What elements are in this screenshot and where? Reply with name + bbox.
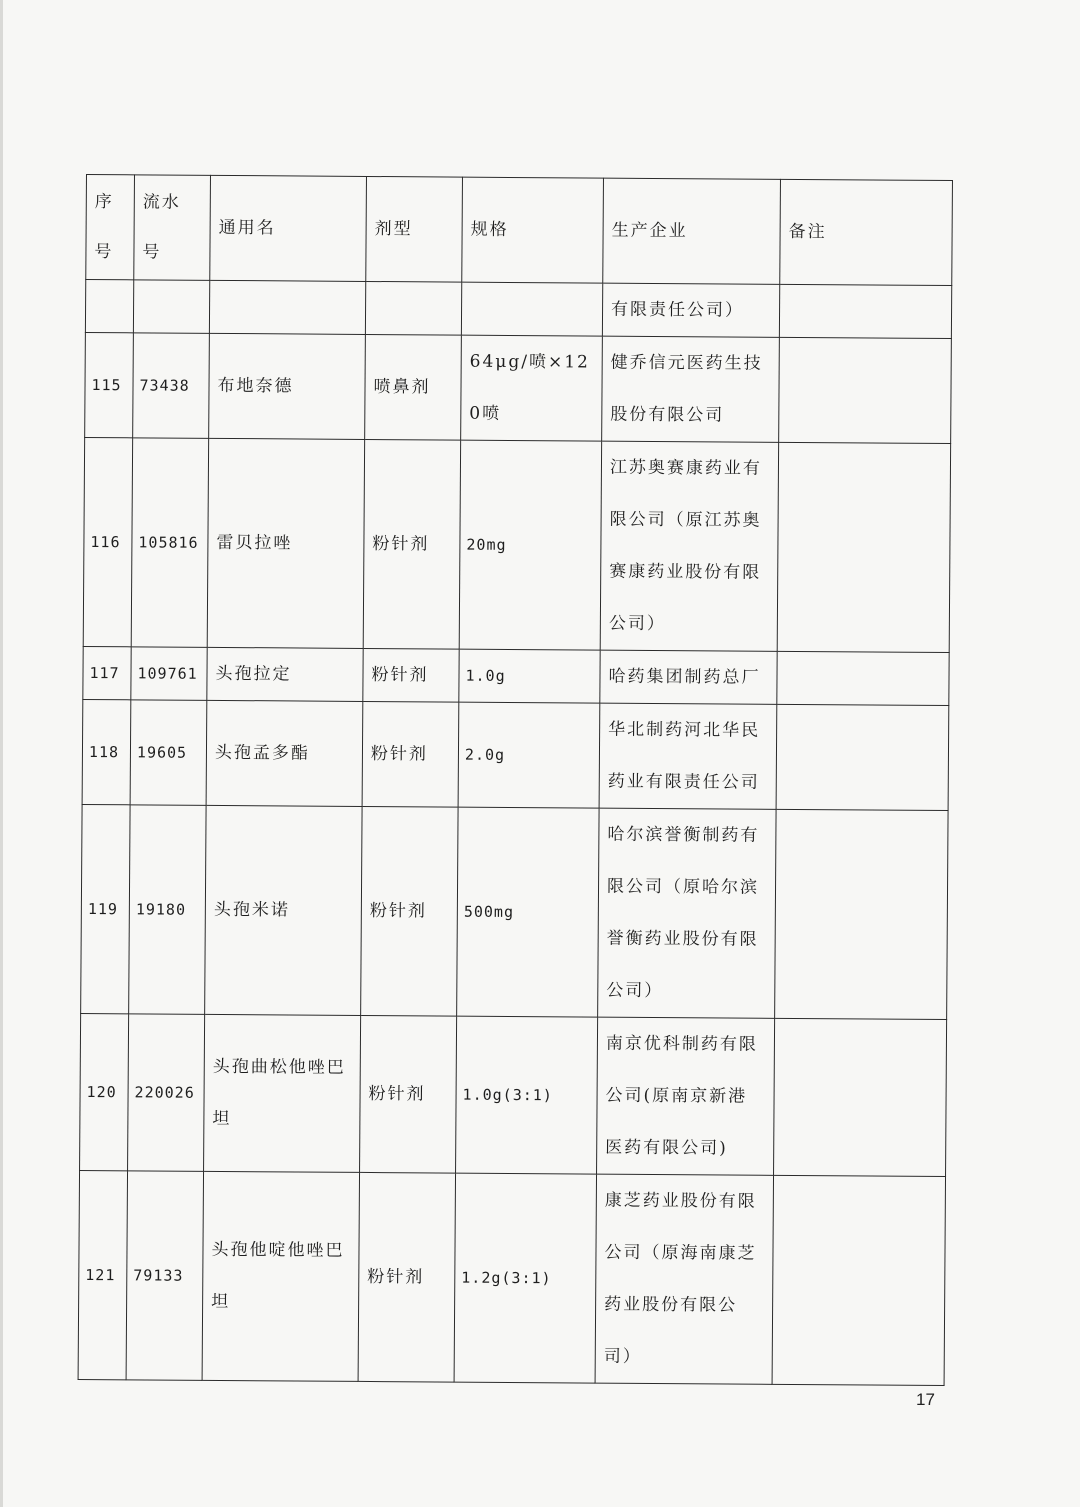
- header-serial-line1: 流水: [142, 192, 181, 213]
- table-row: [80, 1013, 947, 1176]
- cell-specification: 1.0g: [459, 649, 600, 703]
- header-seq-line2: 号: [94, 242, 114, 263]
- cell-serial: 105816: [131, 438, 208, 648]
- cell-specification: 1.2g(3:1): [454, 1173, 596, 1383]
- cell-specification: 1.0g(3:1): [456, 1016, 598, 1174]
- cell-seq: 118: [82, 699, 131, 804]
- cell-dosage-form: 喷鼻剂: [365, 334, 462, 440]
- cell-seq: 120: [80, 1013, 129, 1170]
- cell-seq: 119: [81, 804, 130, 1013]
- cell-seq: 116: [83, 437, 132, 646]
- table-header-row: [86, 175, 953, 286]
- cell-manufacturer: 健乔信元医药生技股份有限公司: [602, 336, 780, 442]
- cell-specification: 20mg: [459, 440, 601, 650]
- table-row: [83, 646, 949, 705]
- cell-specification: 2.0g: [458, 702, 600, 808]
- cell-remark: [776, 704, 949, 810]
- cell-specification: 500mg: [457, 807, 599, 1017]
- cell-remark: [777, 651, 949, 705]
- cell-remark: [772, 1175, 945, 1385]
- cell-dosage-form: 粉针剂: [358, 1172, 455, 1382]
- header-serial: [134, 175, 211, 281]
- cell-dosage-form: 粉针剂: [363, 648, 459, 702]
- cell-remark: [779, 337, 952, 443]
- cell-manufacturer: 哈药集团制药总厂: [600, 650, 777, 704]
- header-serial-line2: 号: [142, 242, 162, 263]
- cell-manufacturer: 华北制药河北华民药业有限责任公司: [599, 703, 777, 809]
- cell-serial: 79133: [126, 1171, 203, 1381]
- cell-remark: [774, 1018, 947, 1176]
- header-dosage-form: 剂型: [366, 176, 463, 282]
- cell-generic-name: 头孢孟多酯: [206, 700, 363, 806]
- cell-manufacturer: 江苏奥赛康药业有限公司（原江苏奥赛康药业股份有限公司）: [600, 441, 778, 651]
- cell-remark: [777, 442, 950, 652]
- cell-seq: 121: [78, 1170, 127, 1379]
- page-number: 17: [916, 1390, 935, 1409]
- cell-empty: [461, 282, 602, 336]
- cell-manufacturer: 南京优科制药有限公司(原南京新港医药有限公司): [597, 1017, 775, 1175]
- cell-empty: [133, 280, 209, 334]
- cell-manufacturer: 有限责任公司）: [602, 283, 779, 337]
- cell-remark: [779, 284, 951, 338]
- cell-serial: 109761: [131, 647, 207, 701]
- table-row: [83, 437, 950, 652]
- cell-manufacturer: 哈尔滨誉衡制药有限公司（原哈尔滨誉衡药业股份有限公司）: [598, 808, 776, 1018]
- table-row: [82, 699, 949, 810]
- cell-manufacturer: 康芝药业股份有限公司（原海南康芝药业股份有限公司）: [595, 1174, 773, 1384]
- header-generic-name: 通用名: [210, 175, 367, 281]
- cell-seq: 117: [83, 646, 131, 699]
- cell-dosage-form: 粉针剂: [362, 701, 459, 807]
- table-row: [78, 1170, 945, 1385]
- cell-specification: 64μg/喷×120喷: [461, 335, 603, 441]
- table-row-continuation: [85, 280, 951, 339]
- cell-empty: [85, 280, 133, 333]
- drug-list-table: [78, 174, 953, 1386]
- cell-generic-name: 头孢米诺: [205, 805, 362, 1015]
- cell-generic-name: 头孢他啶他唑巴坦: [202, 1171, 359, 1381]
- cell-serial: 19605: [130, 700, 207, 806]
- cell-dosage-form: 粉针剂: [360, 1015, 457, 1173]
- cell-empty: [209, 280, 365, 334]
- table-row: [81, 804, 948, 1019]
- cell-empty: [365, 281, 461, 335]
- cell-generic-name: 雷贝拉唑: [207, 438, 364, 648]
- header-remarks: 备注: [780, 179, 953, 285]
- header-seq-line1: 序: [94, 192, 114, 213]
- header-manufacturer: 生产企业: [603, 178, 781, 284]
- table-row: [85, 332, 952, 443]
- cell-dosage-form: 粉针剂: [363, 439, 460, 649]
- cell-serial: 19180: [129, 805, 206, 1015]
- header-seq: [86, 175, 135, 280]
- cell-remark: [775, 809, 948, 1019]
- cell-serial: 73438: [133, 333, 210, 439]
- cell-dosage-form: 粉针剂: [361, 806, 458, 1016]
- header-specification: 规格: [462, 177, 604, 283]
- cell-generic-name: 头孢拉定: [207, 647, 363, 701]
- cell-generic-name: 布地奈德: [209, 333, 366, 439]
- page-edge: [0, 0, 3, 1507]
- cell-seq: 115: [85, 332, 134, 437]
- cell-generic-name: 头孢曲松他唑巴坦: [204, 1014, 361, 1172]
- cell-serial: 220026: [128, 1014, 205, 1172]
